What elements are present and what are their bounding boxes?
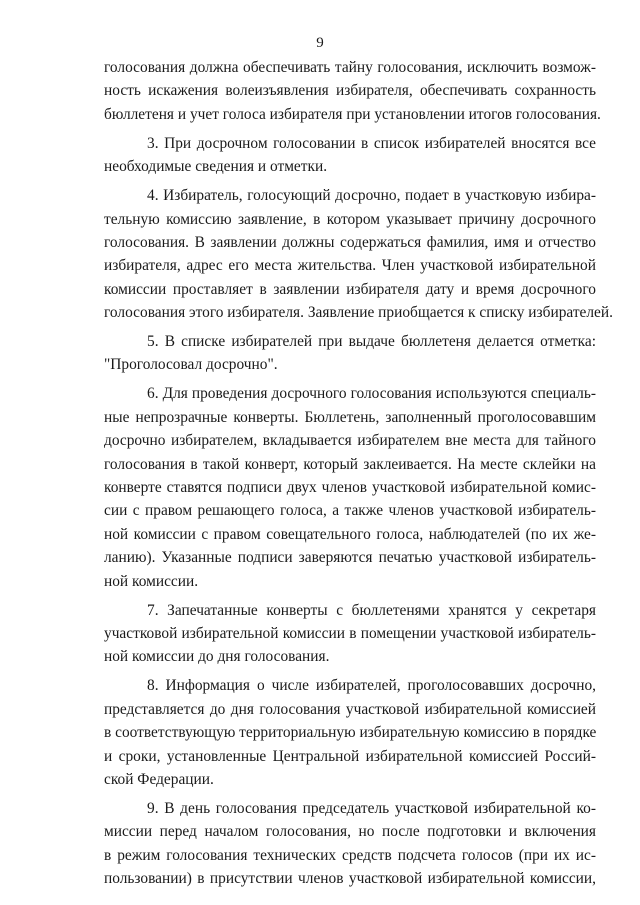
document-body bbox=[104, 56, 613, 890]
paragraph bbox=[104, 184, 613, 324]
text-line: 3. При досрочном голосовании в список избирателей вносятся все bbox=[147, 134, 596, 152]
paragraph bbox=[104, 599, 596, 669]
text-line: ской Федерации. bbox=[104, 770, 214, 788]
text-line: в режим голосования технических средств подсчета голосов (при их ис- bbox=[104, 846, 596, 864]
text-line: досрочно избирателем, вкладывается избирателем вне места для тайного bbox=[104, 432, 596, 450]
text-line: ланию). Указанные подписи заверяются печатью участковой избиратель- bbox=[104, 549, 596, 567]
text-line: представляется до дня голосования участковой избирательной комиссией bbox=[104, 700, 596, 718]
text-line: 5. В списке избирателей при выдаче бюллетеня делается отметка: bbox=[147, 333, 596, 351]
text-line: ность искажения волеизъявления избирателя, обеспечивать сохранность bbox=[104, 82, 596, 100]
paragraph bbox=[104, 797, 596, 891]
paragraph bbox=[104, 132, 596, 179]
text-line: 4. Избиратель, голосующий досрочно, подает в участковую избира- bbox=[147, 187, 596, 205]
paragraph bbox=[104, 56, 601, 126]
text-line: избирателя, адрес его места жительства. Член участковой избирательной bbox=[104, 257, 596, 275]
text-line: тельную комиссию заявление, в котором указывает причину досрочного bbox=[104, 210, 596, 228]
text-line: необходимые сведения и отметки. bbox=[104, 158, 328, 176]
paragraph bbox=[104, 674, 596, 791]
text-line: 7. Запечатанные конверты с бюллетенями хранятся у секретаря bbox=[147, 601, 596, 619]
text-line: ной комиссии. bbox=[104, 572, 199, 590]
text-line: пользовании) в присутствии членов участковой избирательной комиссии, bbox=[104, 870, 596, 888]
text-line: конверте ставятся подписи двух членов участковой избирательной комис- bbox=[104, 479, 596, 497]
text-line: и сроки, установленные Центральной избирательной комиссией Россий- bbox=[104, 747, 596, 765]
text-line: 8. Информация о числе избирателей, проголосовавших досрочно, bbox=[147, 677, 596, 695]
text-line: сии с правом решающего голоса, а также членов участковой избиратель- bbox=[104, 502, 596, 520]
text-line: голосования этого избирателя. Заявление приобщается к списку избирателей. bbox=[104, 304, 613, 322]
text-line: 6. Для проведения досрочного голосования используются специаль- bbox=[147, 385, 596, 403]
text-line: голосования должна обеспечивать тайну голосования, исключить возмож- bbox=[104, 59, 596, 76]
text-line: "Проголосовал досрочно". bbox=[104, 356, 278, 374]
text-line: ной комиссии до дня голосования. bbox=[104, 648, 330, 666]
text-line: голосования в такой конверт, который заклеивается. На месте склейки на bbox=[104, 455, 596, 473]
paragraph bbox=[104, 382, 596, 593]
text-line: участковой избирательной комиссии в помещении участковой избиратель- bbox=[104, 624, 596, 642]
text-line: комиссии проставляет в заявлении избирателя дату и время досрочного bbox=[104, 280, 596, 298]
text-line: голосования. В заявлении должны содержаться фамилия, имя и отчество bbox=[104, 233, 596, 251]
paragraph bbox=[104, 330, 596, 377]
text-line: в соответствующую территориальную избирательную комиссию в порядке bbox=[104, 724, 597, 742]
text-line: бюллетеня и учет голоса избирателя при установлении итогов голосования. bbox=[104, 105, 601, 123]
page-number: 9 bbox=[316, 35, 324, 51]
text-line: ные непрозрачные конверты. Бюллетень, заполненный проголосовавшим bbox=[104, 408, 596, 426]
text-line: ной комиссии с правом совещательного голоса, наблюдателей (по их же- bbox=[104, 525, 596, 543]
text-line: миссии перед началом голосования, но после подготовки и включения bbox=[104, 823, 596, 841]
text-line: 9. В день голосования председатель участковой избирательной ко- bbox=[147, 799, 596, 817]
